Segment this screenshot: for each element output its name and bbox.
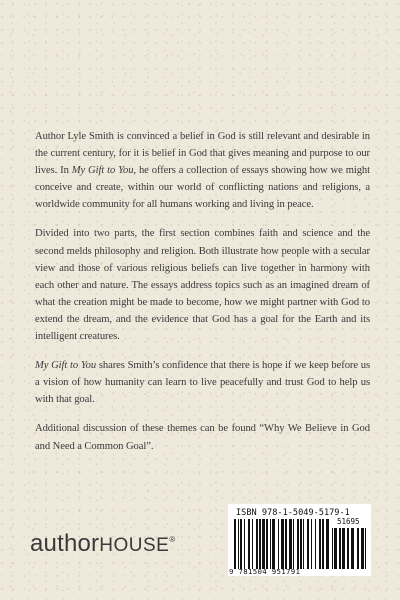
book-title: My Gift to You — [35, 360, 97, 372]
ean-barcode-bars — [234, 519, 330, 569]
book-title: My Gift to You, — [71, 165, 137, 177]
addon-barcode-bars — [332, 528, 366, 569]
blurb-paragraph-1: Author Lyle Smith is convinced a belief in God is still relevant and desirable in the current century, for it is belief in God that gives meaning and purpose to our lives. In My Gift to You, he offers a collection of essays showing how we might conceive and create, within our world of conflicting nations and religions, a worldwide community for all humans working and living in peace. — [35, 131, 371, 211]
back-cover-blurb — [35, 128, 370, 467]
isbn-label: ISBN 978-1-5049-5179-1 — [236, 508, 350, 518]
blurb-paragraph-4: Additional discussion of these themes can be found “Why We Believe in God and Need a Common Goal”. — [35, 423, 370, 452]
blurb-paragraph-2: Divided into two parts, the first section combines faith and science and the second melds philosophy and religion. Both illustrate how people with a secular view and those of various religious beliefs can live together in harmony with each other and nature. The essays address topics such as an imagined dream of what the creation might be made to become, how we might partner with God to extend the dream, and the evidence that God has a goal for the Earth and its intelligent creatures. — [35, 228, 370, 343]
blurb-paragraph-3: My Gift to You shares Smith’s confidence that there is hope if we keep before us a vision of how humanity can learn to live peacefully and trust God to help us with that goal. — [35, 360, 370, 406]
barcode-digits: 9 781504 951791 — [229, 567, 301, 576]
isbn-barcode — [228, 504, 371, 576]
registered-mark: ® — [169, 535, 176, 544]
publisher-logo: authorHOUSE® — [30, 530, 176, 557]
price-addon-number: 51695 — [337, 517, 360, 526]
